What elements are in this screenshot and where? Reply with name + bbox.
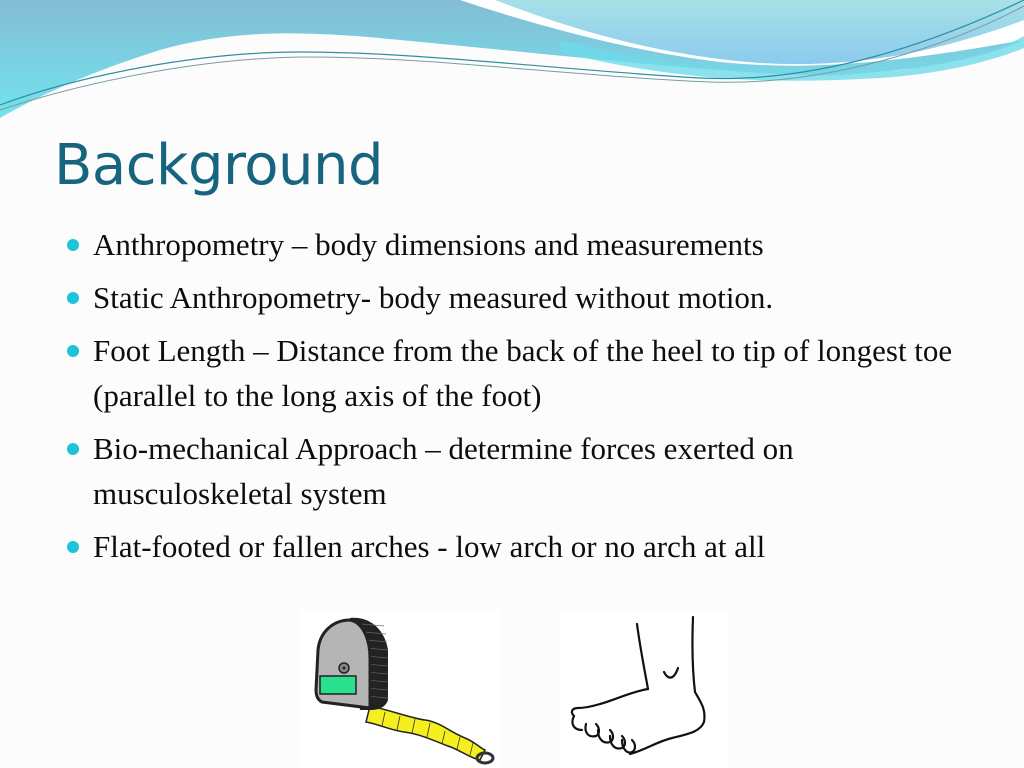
tape-measure-illustration	[300, 610, 500, 768]
bullet-text: Static Anthropometry- body measured without motion.	[93, 280, 774, 315]
bullet-dot-icon	[67, 239, 79, 251]
slide-title: Background	[54, 133, 384, 198]
bullet-text: Flat-footed or fallen arches - low arch or no arch at all	[93, 529, 766, 564]
foot-illustration	[560, 612, 728, 768]
bullet-item	[66, 222, 986, 267]
bullet-list	[66, 222, 986, 577]
header-wave-decoration	[0, 0, 1024, 130]
bullet-text: Foot Length – Distance from the back of the heel to tip of longest toe (parallel to the long axis of the foot)	[93, 333, 953, 413]
bullet-dot-icon	[67, 443, 79, 455]
bullet-dot-icon	[67, 292, 79, 304]
bullet-item	[66, 524, 986, 569]
bullet-text: Bio-mechanical Approach – determine forces exerted on musculoskeletal system	[93, 431, 794, 511]
bullet-dot-icon	[67, 541, 79, 553]
bullet-text: Anthropometry – body dimensions and measurements	[93, 227, 764, 262]
bullet-item	[66, 275, 986, 320]
bullet-dot-icon	[67, 345, 79, 357]
bullet-item	[66, 426, 986, 516]
bullet-item	[66, 328, 986, 418]
